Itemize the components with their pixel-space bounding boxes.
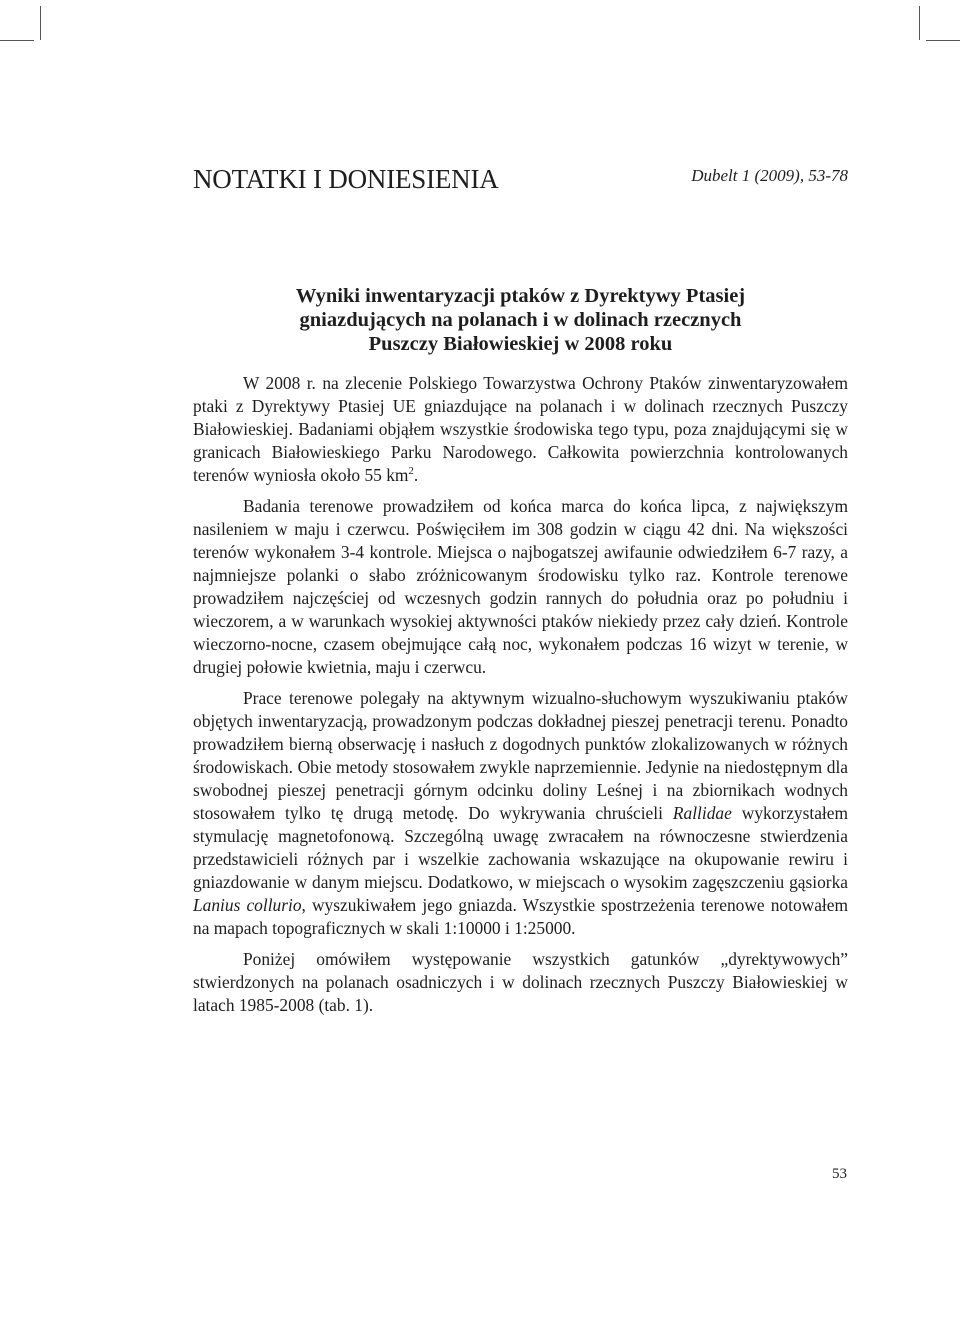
paragraph-4 bbox=[193, 948, 848, 1017]
page-number: 53 bbox=[832, 1166, 847, 1182]
crop-mark-top-left-h bbox=[0, 40, 34, 41]
article-title-line-2: gniazdujących na polanach i w dolinach rzecznych bbox=[299, 309, 742, 331]
article-title-line-3: Puszczy Białowieskiej w 2008 roku bbox=[368, 333, 673, 355]
article-body bbox=[193, 372, 848, 1025]
crop-mark-top-right bbox=[919, 6, 920, 40]
paragraph-2-text: Badania terenowe prowadziłem od końca marca do końca lipca, z największym nasileniem w maju i czerwcu. Poświęciłem im 308 godzin w ciągu 42 dni. Na większości terenów wykonałem 3-4 kontrole. Miejsca o najbogatszej awifaunie odwiedziłem 6-7 razy, a najmniejsze polanki o słabo zróżnicowanym środowisku tylko raz. Kontrole terenowe prowadziłem najczęściej od wczesnych godzin rannych do południa oraz po południu i wieczorem, a w warunkach wysokiej aktywności ptaków niekiedy przez cały dzień. Kontrole wieczorno-nocne, czasem obejmujące całą noc, wykonałem podczas 16 wizyt w terenie, w drugiej połowie kwietnia, maju i czerwcu. bbox=[193, 496, 848, 677]
taxon-name-rallidae: Rallidae bbox=[672, 803, 732, 823]
paragraph-1-end: . bbox=[413, 465, 419, 485]
paragraph-3-text-a: Prace terenowe polegały na aktywnym wizualno-słuchowym wyszukiwaniu ptaków objętych inwentaryzacją, prowadzonym podczas dokładnej pieszej penetracji terenu. Ponadto prowadziłem bierną obserwację i nasłuch z dogodnych punktów zlokalizowanych w różnych środowiskach. Obie metody stosowałem zwykle naprzemiennie. Jedynie na niedostępnym dla swobodnej pieszej penetracji górnym odcinku doliny Leśnej i na zbiornikach wodnych stosowałem tylko tę drugą metodę. Do wykrywania chruścieli bbox=[193, 688, 848, 823]
journal-citation: Dubelt 1 (2009), 53-78 bbox=[691, 166, 848, 185]
crop-mark-top-right-h bbox=[926, 40, 960, 41]
crop-mark-top-left bbox=[40, 6, 41, 40]
paragraph-2 bbox=[193, 495, 848, 679]
section-title: NOTATKI I DONIESIENIA bbox=[193, 164, 499, 194]
paragraph-3-text-b: wykorzystałem stymulację magnetofonową. Szczególną uwagę zwracałem na równoczesne stwierdzenia przedstawicieli różnych par i wszelkie zachowania wskazujące na okupowanie rewiru i gniazdowanie w danym miejscu. Dodatkowo, w miejscach o wysokim zagęszczeniu gąsiorka bbox=[193, 803, 849, 892]
article-title-line-1: Wyniki inwentaryzacji ptaków z Dyrektywy Ptasiej bbox=[295, 285, 746, 307]
species-name-lanius-collurio: Lanius collurio bbox=[193, 895, 302, 915]
paragraph-1-text: W 2008 r. na zlecenie Polskiego Towarzystwa Ochrony Ptaków zinwentaryzowałem ptaki z Dyrektywy Ptasiej UE gniazdujące na polanach i w dolinach rzecznych Puszczy Białowieskiej. Badaniami objąłem wszystkie środowiska tego typu, poza znajdującymi się w granicach Białowieskiego Parku Narodowego. Całkowita powierzchnia kontrolowanych terenów wyniosła około 55 km bbox=[193, 373, 848, 485]
paragraph-1 bbox=[193, 372, 848, 487]
paragraph-3-text-c: , wyszukiwałem jego gniazda. Wszystkie spostrzeżenia terenowe notowałem na mapach topograficznych w skali 1:10000 i 1:25000. bbox=[193, 895, 849, 938]
superscript: 2 bbox=[408, 465, 414, 478]
article-title bbox=[193, 284, 848, 356]
paragraph-4-text: Poniżej omówiłem występowanie wszystkich gatunków „dyrektywowych” stwierdzonych na polanach osadniczych i w dolinach rzecznych Puszczy Białowieskiej w latach 1985-2008 (tab. 1). bbox=[193, 949, 848, 1015]
paragraph-3 bbox=[193, 687, 848, 940]
